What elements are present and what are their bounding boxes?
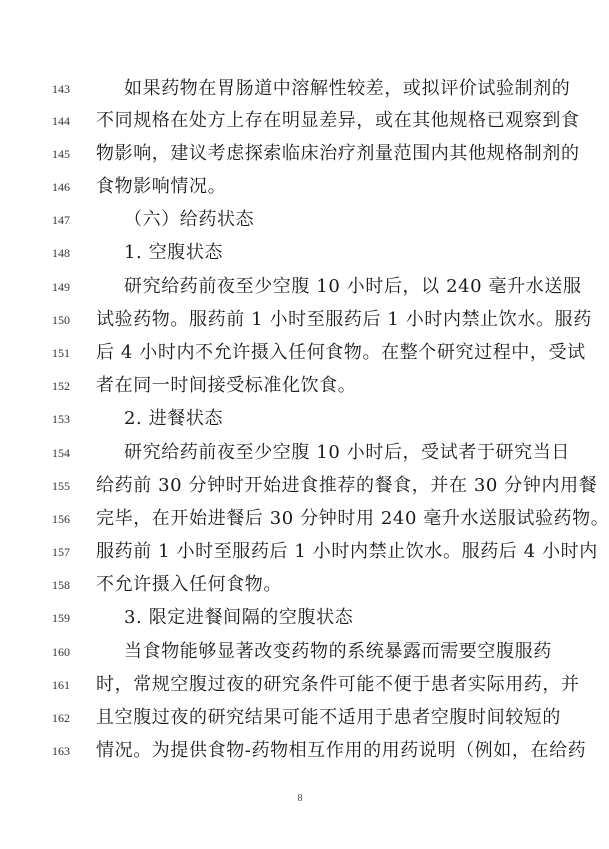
text-line bbox=[0, 141, 600, 167]
text-line bbox=[0, 373, 600, 399]
subsection-heading: 1. 空腹状态 bbox=[124, 242, 224, 263]
text-line bbox=[0, 738, 600, 764]
text-line bbox=[0, 605, 600, 631]
line-number: 160 bbox=[52, 645, 70, 659]
line-number: 145 bbox=[52, 147, 70, 161]
line-number: 143 bbox=[52, 82, 70, 96]
line-number: 154 bbox=[52, 446, 70, 460]
page-number: 8 bbox=[297, 793, 303, 804]
paragraph-text: 者在同一时间接受标准化饮食。 bbox=[96, 375, 357, 396]
paragraph-text: 服药前 1 小时至服药后 1 小时内禁止饮水。服药后 4 小时内 bbox=[96, 541, 598, 562]
line-number: 151 bbox=[52, 346, 70, 360]
section-heading: （六）给药状态 bbox=[124, 209, 255, 230]
paragraph-text: 不允许摄入任何食物。 bbox=[96, 574, 282, 595]
text-line bbox=[0, 174, 600, 200]
text-line bbox=[0, 406, 600, 432]
line-number: 156 bbox=[52, 512, 70, 526]
text-line bbox=[0, 473, 600, 499]
line-number: 146 bbox=[52, 180, 70, 194]
paragraph-text: 物影响，建议考虑探索临床治疗剂量范围内其他规格制剂的 bbox=[96, 143, 580, 164]
paragraph-text: 食物影响情况。 bbox=[96, 176, 227, 197]
paragraph-text: 研究给药前夜至少空腹 10 小时后，受试者于研究当日 bbox=[124, 442, 570, 463]
line-number: 162 bbox=[52, 711, 70, 725]
line-number: 163 bbox=[52, 744, 70, 758]
line-number: 158 bbox=[52, 578, 70, 592]
text-line bbox=[0, 207, 600, 233]
paragraph-text: 给药前 30 分钟时开始进食推荐的餐食，并在 30 分钟内用餐 bbox=[96, 475, 598, 496]
paragraph-text: 后 4 小时内不允许摄入任何食物。在整个研究过程中，受试 bbox=[96, 342, 586, 363]
line-number: 153 bbox=[52, 412, 70, 426]
subsection-heading: 3. 限定进餐间隔的空腹状态 bbox=[124, 607, 354, 628]
text-line bbox=[0, 672, 600, 698]
line-number: 150 bbox=[52, 313, 70, 327]
line-number: 152 bbox=[52, 379, 70, 393]
text-line bbox=[0, 274, 600, 300]
text-line bbox=[0, 307, 600, 333]
line-number: 148 bbox=[52, 246, 70, 260]
text-line bbox=[0, 76, 600, 102]
line-number: 161 bbox=[52, 678, 70, 692]
paragraph-text: 如果药物在胃肠道中溶解性较差，或拟评价试验制剂的 bbox=[124, 78, 571, 99]
text-line bbox=[0, 639, 600, 665]
paragraph-text: 试验药物。服药前 1 小时至服药后 1 小时内禁止饮水。服药 bbox=[96, 309, 592, 330]
text-line bbox=[0, 506, 609, 532]
paragraph-text: 时，常规空腹过夜的研究条件可能不便于患者实际用药，并 bbox=[96, 674, 580, 695]
line-number: 159 bbox=[52, 611, 70, 625]
text-line bbox=[0, 440, 600, 466]
text-line bbox=[0, 572, 600, 598]
text-line bbox=[0, 539, 600, 565]
line-number: 157 bbox=[52, 545, 70, 559]
subsection-heading: 2. 进餐状态 bbox=[124, 408, 224, 429]
text-line bbox=[0, 705, 600, 731]
line-number: 155 bbox=[52, 479, 70, 493]
text-line bbox=[0, 240, 600, 266]
paragraph-text: 且空腹过夜的研究结果可能不适用于患者空腹时间较短的 bbox=[96, 707, 561, 728]
paragraph-text: 情况。为提供食物-药物相互作用的用药说明（例如，在给药 bbox=[96, 740, 587, 761]
line-number: 147 bbox=[52, 213, 70, 227]
paragraph-text: 研究给药前夜至少空腹 10 小时后，以 240 毫升水送服 bbox=[124, 276, 582, 297]
line-number: 149 bbox=[52, 280, 70, 294]
text-line bbox=[0, 108, 600, 134]
paragraph-text: 完毕，在开始进餐后 30 分钟时用 240 毫升水送服试验药物。 bbox=[96, 508, 609, 529]
line-number: 144 bbox=[52, 114, 70, 128]
paragraph-text: 当食物能够显著改变药物的系统暴露而需要空腹服药 bbox=[124, 641, 552, 662]
text-line bbox=[0, 340, 600, 366]
paragraph-text: 不同规格在处方上存在明显差异，或在其他规格已观察到食 bbox=[96, 110, 580, 131]
